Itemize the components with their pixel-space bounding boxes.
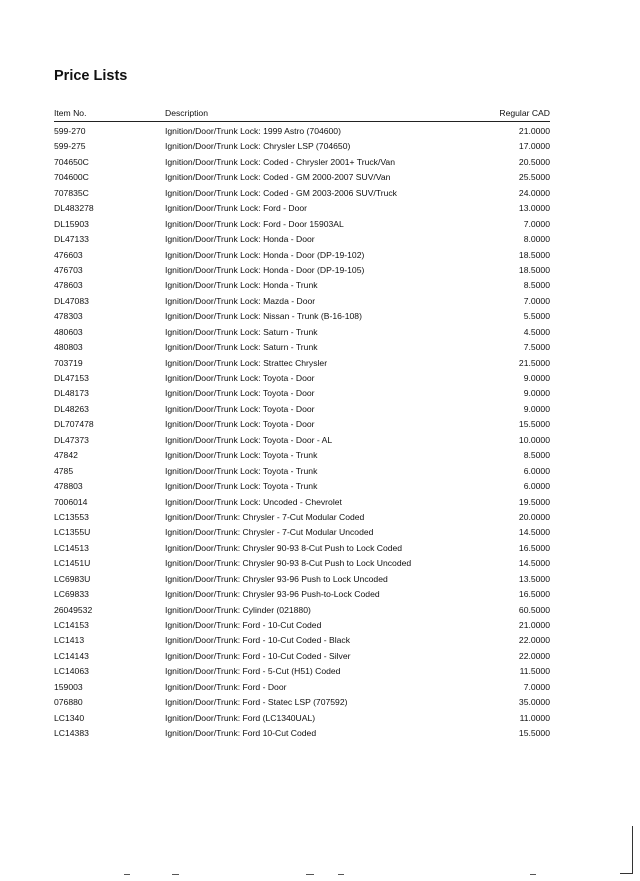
- cell-item-no: 707835C: [54, 187, 89, 198]
- cell-description: Ignition/Door/Trunk Lock: Ford - Door: [165, 203, 308, 214]
- cell-price: 22.0000: [518, 635, 550, 646]
- table-row: [54, 340, 550, 355]
- cell-item-no: 476603: [54, 249, 83, 260]
- cell-item-no: 076880: [54, 697, 83, 708]
- cell-price: 20.0000: [518, 511, 550, 522]
- cell-item-no: DL47153: [54, 373, 89, 383]
- cell-description: Ignition/Door/Trunk: Ford - 10-Cut Coded - Black: [165, 635, 351, 646]
- cell-item-no: DL15903: [54, 218, 89, 229]
- cell-item-no: 480803: [54, 342, 83, 353]
- table-row: [54, 556, 550, 571]
- cell-description: Ignition/Door/Trunk Lock: Honda - Door (DP-19-105): [165, 264, 365, 275]
- column-header-item: Item No.: [54, 108, 87, 118]
- cell-description: Ignition/Door/Trunk Lock: Toyota - Door: [165, 419, 315, 430]
- cell-description: Ignition/Door/Trunk Lock: Chrysler LSP (704650): [165, 141, 351, 152]
- table-row: [54, 232, 550, 247]
- table-row: [54, 618, 550, 633]
- cell-description: Ignition/Door/Trunk Lock: Coded - GM 2000-2007 SUV/Van: [165, 172, 391, 183]
- cell-item-no: LC1413: [54, 635, 85, 646]
- cell-price: 7.0000: [523, 681, 550, 692]
- table-row: [54, 448, 550, 463]
- cell-description: Ignition/Door/Trunk Lock: Toyota - Trunk: [165, 465, 318, 476]
- table-row: [54, 495, 550, 510]
- table-row: [54, 633, 550, 648]
- cell-price: 15.5000: [518, 728, 550, 739]
- cell-price: 16.5000: [518, 589, 550, 600]
- scan-artifact: [306, 874, 314, 875]
- cell-item-no: 476703: [54, 264, 83, 275]
- cell-price: 11.0000: [519, 712, 550, 723]
- cell-item-no: LC14153: [54, 620, 89, 630]
- table-row: [54, 664, 550, 679]
- table-row: [54, 572, 550, 587]
- table-row: [54, 603, 550, 618]
- cell-description: Ignition/Door/Trunk: Chrysler 90-93 8-Cut Push to Lock Coded: [165, 542, 403, 553]
- cell-price: 6.0000: [523, 465, 550, 476]
- cell-item-no: DL47083: [54, 295, 89, 306]
- cell-description: Ignition/Door/Trunk Lock: Coded - Chrysler 2001+ Truck/Van: [165, 156, 395, 167]
- table-row: [54, 541, 550, 556]
- table-header: [54, 108, 550, 122]
- cell-description: Ignition/Door/Trunk Lock: Toyota - Door: [165, 388, 315, 399]
- table-row: [54, 217, 550, 232]
- cell-item-no: 704650C: [54, 156, 89, 167]
- cell-price: 18.5000: [518, 264, 550, 275]
- column-header-description: Description: [165, 108, 208, 118]
- cell-item-no: LC1451U: [54, 558, 91, 569]
- cell-description: Ignition/Door/Trunk Lock: Nissan - Trunk (B-16-108): [165, 311, 362, 322]
- table-row: [54, 433, 550, 448]
- cell-price: 8.5000: [523, 280, 550, 291]
- cell-item-no: DL707478: [54, 419, 94, 430]
- cell-description: Ignition/Door/Trunk Lock: Toyota - Door: [165, 403, 315, 414]
- cell-price: 14.5000: [518, 558, 550, 569]
- cell-description: Ignition/Door/Trunk Lock: Toyota - Door - AL: [165, 434, 333, 445]
- table-row: [54, 587, 550, 602]
- cell-item-no: 480603: [54, 326, 83, 337]
- cell-item-no: LC14143: [54, 650, 89, 661]
- cell-item-no: 26049532: [54, 604, 93, 615]
- table-row: [54, 201, 550, 216]
- cell-price: 21.0000: [518, 126, 550, 136]
- cell-price: 20.5000: [518, 156, 550, 167]
- table-row: [54, 371, 550, 386]
- cell-price: 13.0000: [518, 203, 550, 214]
- cell-price: 60.5000: [518, 604, 550, 615]
- cell-item-no: DL47373: [54, 434, 89, 445]
- cell-item-no: DL48263: [54, 403, 89, 414]
- cell-item-no: 704600C: [54, 172, 89, 183]
- price-table: [54, 108, 550, 742]
- cell-description: Ignition/Door/Trunk: Chrysler - 7-Cut Modular Uncoded: [165, 527, 374, 538]
- cell-description: Ignition/Door/Trunk: Ford 10-Cut Coded: [165, 728, 317, 739]
- cell-price: 6.0000: [523, 481, 550, 492]
- cell-description: Ignition/Door/Trunk Lock: Ford - Door 15903AL: [165, 218, 344, 229]
- table-row: [54, 649, 550, 664]
- scan-artifact: [172, 874, 179, 875]
- cell-item-no: 478803: [54, 481, 83, 492]
- cell-item-no: DL47133: [54, 234, 89, 245]
- cell-item-no: 478303: [54, 311, 83, 322]
- cell-description: Ignition/Door/Trunk Lock: Toyota - Door: [165, 373, 315, 383]
- cell-description: Ignition/Door/Trunk: Ford (LC1340UAL): [165, 712, 316, 723]
- table-row: [54, 711, 550, 726]
- scan-artifact: [338, 874, 344, 875]
- cell-price: 7.0000: [523, 295, 550, 306]
- cell-description: Ignition/Door/Trunk Lock: Toyota - Trunk: [165, 481, 318, 492]
- scan-artifact: [530, 874, 536, 875]
- table-row: [54, 155, 550, 170]
- cell-item-no: LC69833: [54, 589, 89, 600]
- cell-description: Ignition/Door/Trunk Lock: Mazda - Door: [165, 295, 316, 306]
- cell-item-no: LC1340: [54, 712, 85, 723]
- table-body: [54, 122, 550, 742]
- table-row: [54, 356, 550, 371]
- cell-description: Ignition/Door/Trunk: Ford - Statec LSP (707592): [165, 697, 348, 708]
- cell-price: 13.5000: [518, 573, 550, 584]
- cell-price: 8.0000: [523, 234, 550, 245]
- scan-edge-mark: [632, 826, 633, 874]
- cell-price: 19.5000: [518, 496, 550, 507]
- cell-description: Ignition/Door/Trunk Lock: Saturn - Trunk: [165, 342, 318, 353]
- cell-price: 22.0000: [518, 650, 550, 661]
- table-row: [54, 479, 550, 494]
- cell-description: Ignition/Door/Trunk: Ford - 10-Cut Coded: [165, 620, 322, 630]
- cell-item-no: 47842: [54, 450, 78, 461]
- cell-price: 21.0000: [518, 620, 550, 630]
- cell-item-no: 4785: [54, 465, 74, 476]
- table-row: [54, 402, 550, 417]
- cell-description: Ignition/Door/Trunk Lock: Honda - Door (DP-19-102): [165, 249, 365, 260]
- cell-description: Ignition/Door/Trunk: Chrysler 90-93 8-Cut Push to Lock Uncoded: [165, 558, 412, 569]
- table-row: [54, 695, 550, 710]
- cell-price: 21.5000: [518, 357, 550, 368]
- cell-price: 9.0000: [523, 388, 550, 399]
- cell-price: 18.5000: [518, 249, 550, 260]
- table-row: [54, 248, 550, 263]
- cell-description: Ignition/Door/Trunk: Ford - 10-Cut Coded - Silver: [165, 650, 351, 661]
- cell-item-no: 478603: [54, 280, 83, 291]
- cell-price: 9.0000: [523, 373, 550, 383]
- cell-description: Ignition/Door/Trunk: Ford - Door: [165, 681, 287, 692]
- cell-description: Ignition/Door/Trunk Lock: 1999 Astro (704600): [165, 126, 341, 136]
- table-row: [54, 278, 550, 293]
- cell-price: 25.5000: [518, 172, 550, 183]
- table-row: [54, 464, 550, 479]
- table-row: [54, 386, 550, 401]
- table-row: [54, 263, 550, 278]
- table-row: [54, 309, 550, 324]
- cell-item-no: LC14383: [54, 728, 89, 739]
- column-header-price: Regular CAD: [499, 108, 550, 118]
- table-row: [54, 417, 550, 432]
- cell-description: Ignition/Door/Trunk Lock: Honda - Trunk: [165, 280, 318, 291]
- cell-price: 15.5000: [518, 419, 550, 430]
- cell-price: 17.0000: [518, 141, 550, 152]
- cell-description: Ignition/Door/Trunk Lock: Toyota - Trunk: [165, 450, 318, 461]
- cell-price: 5.5000: [523, 311, 550, 322]
- table-row: [54, 680, 550, 695]
- cell-item-no: 7006014: [54, 496, 88, 507]
- cell-description: Ignition/Door/Trunk Lock: Uncoded - Chevrolet: [165, 496, 342, 507]
- table-row: [54, 510, 550, 525]
- cell-price: 7.5000: [523, 342, 550, 353]
- cell-item-no: 703719: [54, 357, 83, 368]
- cell-description: Ignition/Door/Trunk: Ford - 5-Cut (H51) Coded: [165, 666, 341, 677]
- cell-description: Ignition/Door/Trunk Lock: Coded - GM 2003-2006 SUV/Truck: [165, 187, 397, 198]
- cell-description: Ignition/Door/Trunk: Chrysler 93-96 Push to Lock Uncoded: [165, 573, 388, 584]
- table-row: [54, 525, 550, 540]
- cell-description: Ignition/Door/Trunk Lock: Honda - Door: [165, 234, 315, 245]
- cell-item-no: DL48173: [54, 388, 89, 399]
- cell-price: 8.5000: [523, 450, 550, 461]
- cell-item-no: 159003: [54, 681, 83, 692]
- cell-item-no: DL483278: [54, 203, 94, 214]
- cell-item-no: LC14513: [54, 542, 89, 553]
- page-title: Price Lists: [54, 68, 128, 84]
- cell-description: Ignition/Door/Trunk: Chrysler 93-96 Push-to-Lock Coded: [165, 589, 380, 600]
- table-row: [54, 139, 550, 154]
- cell-price: 14.5000: [518, 527, 550, 538]
- cell-price: 11.5000: [519, 666, 550, 677]
- scan-artifact: [124, 874, 130, 875]
- table-row: [54, 726, 550, 741]
- scan-edge-mark: [620, 873, 632, 874]
- cell-item-no: LC1355U: [54, 527, 91, 538]
- table-row: [54, 124, 550, 139]
- cell-price: 10.0000: [518, 434, 550, 445]
- cell-price: 24.0000: [518, 187, 550, 198]
- cell-price: 7.0000: [523, 218, 550, 229]
- cell-item-no: LC14063: [54, 666, 89, 677]
- table-row: [54, 325, 550, 340]
- cell-price: 35.0000: [518, 697, 550, 708]
- cell-item-no: LC13553: [54, 511, 89, 522]
- cell-price: 4.5000: [523, 326, 550, 337]
- cell-description: Ignition/Door/Trunk: Chrysler - 7-Cut Modular Coded: [165, 511, 365, 522]
- cell-description: Ignition/Door/Trunk: Cylinder (021880): [165, 604, 311, 615]
- cell-item-no: LC6983U: [54, 573, 91, 584]
- cell-description: Ignition/Door/Trunk Lock: Saturn - Trunk: [165, 326, 318, 337]
- cell-item-no: 599-275: [54, 141, 86, 152]
- cell-price: 9.0000: [523, 403, 550, 414]
- table-row: [54, 186, 550, 201]
- cell-item-no: 599-270: [54, 126, 86, 136]
- cell-price: 16.5000: [518, 542, 550, 553]
- cell-description: Ignition/Door/Trunk Lock: Strattec Chrysler: [165, 357, 328, 368]
- table-row: [54, 294, 550, 309]
- table-row: [54, 170, 550, 185]
